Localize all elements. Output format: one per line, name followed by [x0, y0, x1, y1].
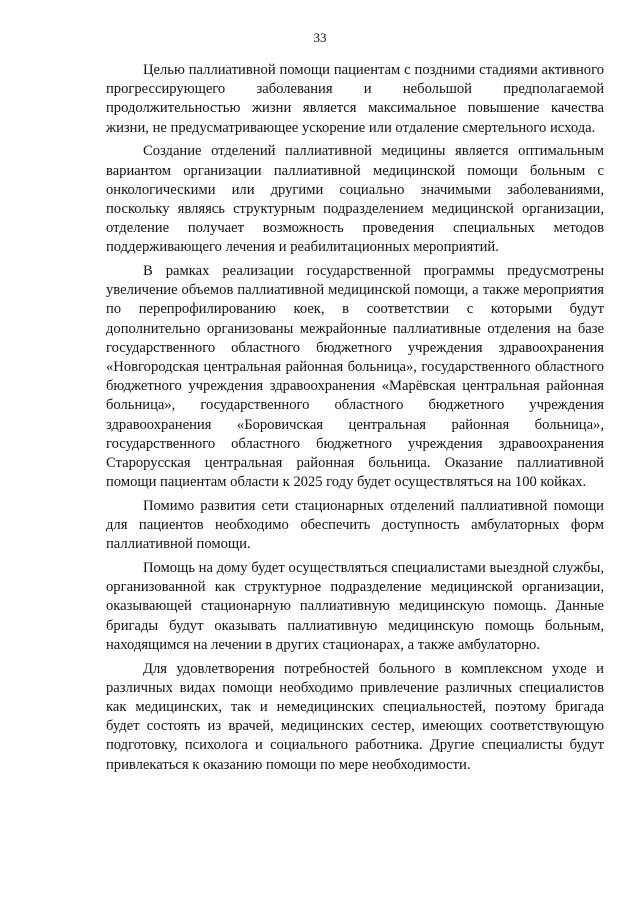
paragraph-outpatient: Помимо развития сети стационарных отделений паллиативной помощи для пациентов необходимо обеспечить доступность амбулаторных форм паллиативной помощи.: [106, 497, 604, 553]
paragraph-departments: Создание отделений паллиативной медицины является оптимальным вариантом организации паллиативной медицинской помощи больным с онкологическими или другими социально значимыми заболеваниями, поскольку являясь структурным подразделением медицинской организации, отделение получает возможность проведения специальных методов поддерживающего лечения и реабилитационных мероприятий.: [106, 143, 604, 256]
paragraph-goal: Целью паллиативной помощи пациентам с поздними стадиями активного прогрессирующего заболевания и небольшой предполагаемой продолжительностью жизни является максимальное повышение качества жизни, не предусматривающее ускорение или отдаление смертельного исхода.: [106, 62, 604, 136]
page-number: 33: [313, 30, 327, 45]
paragraph-home-care: Помощь на дому будет осуществляться специалистами выездной службы, организованной как структурное подразделение медицинской организации, оказывающей стационарную паллиативную медицинскую помощь. Данные бригады будут оказывать паллиативную медицинскую помощь больным, находящимся на лечении в других стационарах, а также амбулаторно.: [106, 560, 604, 653]
document-body: [106, 61, 604, 779]
paragraph-state-program: В рамках реализации государственной программы предусмотрены увеличение объемов паллиативной медицинской помощи, а также мероприятия по перепрофилированию коек, в соответствии с которыми будут дополнительно организованы межрайонные паллиативные отделения на базе государственного областного бюджетного учреждения здравоохранения «Новгородская центральная районная больница», государственного областного бюджетного учреждения здравоохранения «Марёвская центральная районная больница», государственного областного бюджетного учреждения здравоохранения «Боровичская центральная районная больница», государственного областного бюджетного учреждения здравоохранения Старорусская центральная районная больница. Оказание паллиативной помощи пациентам области к 2025 году будет осуществляться на 100 койках.: [106, 263, 604, 491]
paragraph-team: Для удовлетворения потребностей больного в комплексном уходе и различных видах помощи необходимо привлечение различных специалистов как медицинских, так и немедицинских специальностей, поэтому бригада будет состоять из врачей, медицинских сестер, имеющих соответствующую подготовку, психолога и социального работника. Другие специалисты будут привлекаться к оказанию помощи по мере необходимости.: [106, 660, 604, 773]
